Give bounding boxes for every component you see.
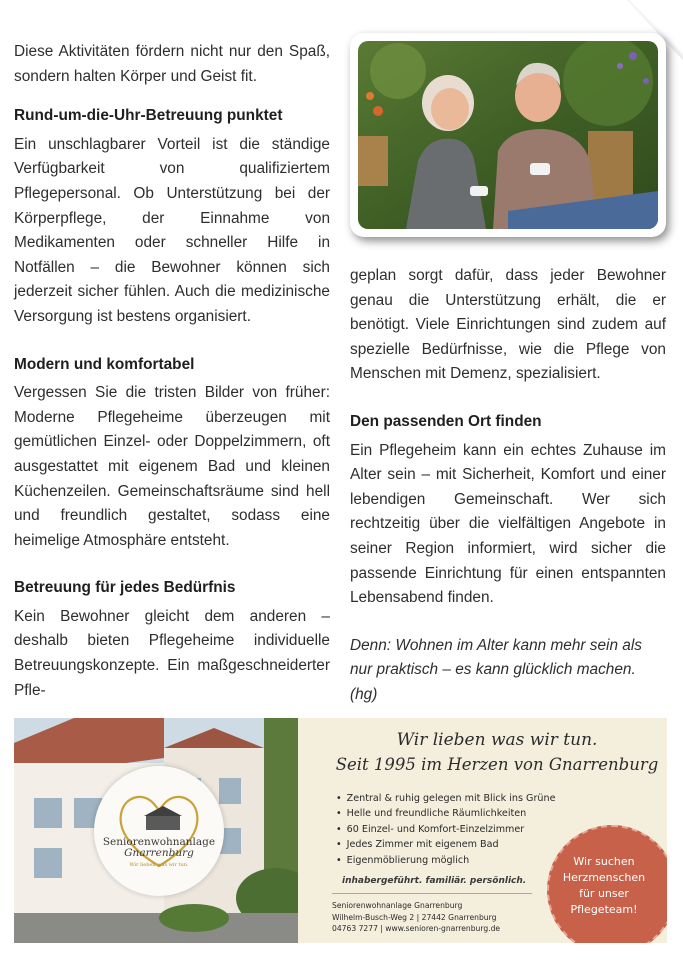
ad-text-panel xyxy=(314,718,667,943)
logo-name-line2: Gnarrenburg xyxy=(124,847,194,859)
contact-block xyxy=(332,900,500,935)
section-heading: Rund-um-die-Uhr-Betreuung punktet xyxy=(14,107,283,125)
recruit-line: für unser xyxy=(579,887,629,900)
logo-subline: Wir lieben was wir tun. xyxy=(129,862,189,868)
recruit-line: Pflegeteam! xyxy=(570,903,638,916)
contact-name: Seniorenwohnanlage Gnarrenburg xyxy=(332,901,463,910)
heart-logo-icon xyxy=(94,766,224,896)
feature-item: • 60 Einzel- und Komfort-Einzelzimmer xyxy=(336,822,556,837)
senior-couple-photo xyxy=(350,33,666,237)
recruiting-text xyxy=(554,854,654,918)
section-body: Ein unschlagbarer Vorteil ist die ständige Verfügbarkeit von qualifiziertem Pflegepersonal. Ob Unterstützung bei der Körperpflege, der Einnahme von Medikamenten oder schneller Hilfe in Notfällen – die Bewohner können sich jederzeit sicher fühlen. Auch die medizinische Versorgung ist bestens organisiert. xyxy=(14,135,330,325)
advertisement xyxy=(14,718,667,943)
feature-list xyxy=(336,791,556,868)
contact-address: Wilhelm-Busch-Weg 2 | 27442 Gnarrenburg xyxy=(332,912,497,922)
section-heading: Betreuung für jedes Bedürfnis xyxy=(14,579,236,597)
ad-tagline: inhabergeführt. familiär. persönlich. xyxy=(342,876,527,886)
recruit-line: Wir suchen xyxy=(573,855,635,868)
feature-item: • Jedes Zimmer mit eigenem Bad xyxy=(336,837,556,852)
section-heading: Modern und komfortabel xyxy=(14,355,195,373)
feature-item: • Eigenmöblierung möglich xyxy=(336,853,556,868)
intro-paragraph: Diese Aktivitäten fördern nicht nur den Spaß, sondern halten Körper und Geist fit. xyxy=(14,43,330,85)
divider xyxy=(332,893,532,894)
ad-subheadline: Seit 1995 im Herzen von Gnarrenburg xyxy=(335,755,659,774)
recruit-line: Herzmenschen xyxy=(562,871,646,884)
logo-badge xyxy=(94,766,224,896)
logo-name-line1: Seniorenwohnanlage xyxy=(102,836,216,848)
article-column-right xyxy=(350,264,666,708)
photo-image xyxy=(358,41,658,229)
section-body: Ein Pflegeheim kann ein echtes Zuhause im Alter sein – mit Sicherheit, Komfort und einer lebendigen Gemeinschaft. Wer sich rechtzeitig über die vielfältigen Angebote in seiner Region informiert, wird sicher die passende Einrichtung für einen entspannten Lebensabend finden. xyxy=(350,441,666,607)
section-heading: Den passenden Ort finden xyxy=(350,412,542,430)
ad-headline: Wir lieben was wir tun. xyxy=(396,730,598,750)
article-column-left xyxy=(14,40,330,703)
feature-item: • Helle und freundliche Räumlichkeiten xyxy=(336,806,556,821)
section-body: Vergessen Sie die tristen Bilder von früher: Moderne Pflegeheime überzeugen mit gemütlichen Einzel- oder Doppelzimmern, oft ausgestattet mit eigenem Bad und kleinen Küchenzeilen. Gemeinschaftsräume sind hell und freundlich gestaltet, sodass eine heimelige Atmosphäre entsteht. xyxy=(14,384,330,549)
logo-name xyxy=(94,837,224,859)
feature-item: • Zentral & ruhig gelegen mit Blick ins Grüne xyxy=(336,791,556,806)
contact-phone-web: 04763 7277 | www.senioren-gnarrenburg.de xyxy=(332,924,501,933)
building-photo xyxy=(14,718,298,943)
signoff: Denn: Wohnen im Alter kann mehr sein als nur praktisch – es kann glücklich machen. (hg) xyxy=(350,636,642,703)
section-body: Kein Bewohner gleicht dem anderen – deshalb bieten Pflegeheime individuelle Betreuungskonzepte. Ein maßgeschneiderter Pfle- xyxy=(14,607,330,699)
section-body: geplan sorgt dafür, dass jeder Bewohner genau die Unterstützung erhält, die er benötigt. Viele Einrichtungen sind zudem auf spezielle Bedürfnisse, wie die Pflege von Menschen mit Demenz, spezialisiert. xyxy=(350,267,666,383)
